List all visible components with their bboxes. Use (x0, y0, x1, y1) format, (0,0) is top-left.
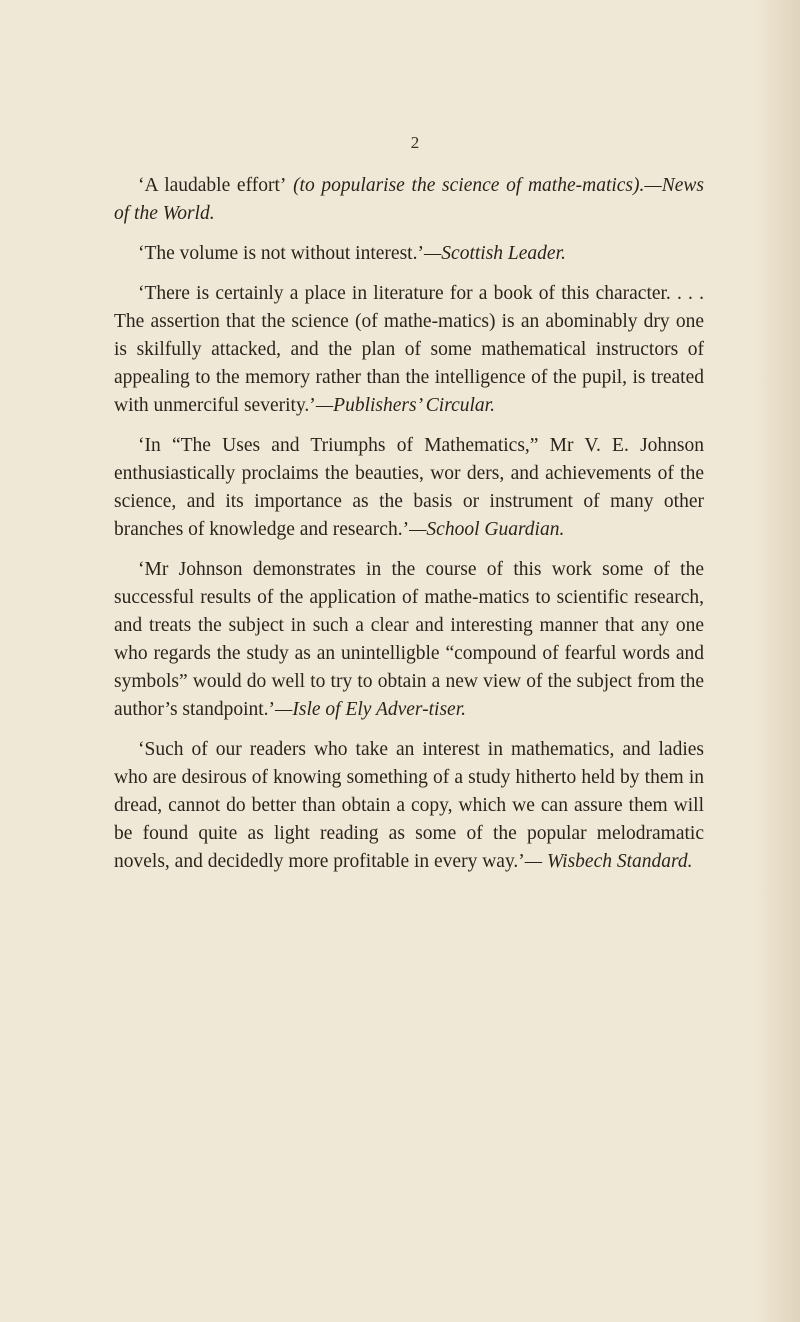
press-notice-wisbech-standard (114, 736, 704, 876)
notice-quote: ‘Such of our readers who take an interest in mathematics, and ladies who are desirous of knowing something of a study hitherto held by them in dread, cannot do better than obtain a copy, which we can assure them will be found quite as light reading as some of the popular melodramatic novels, and decidedly more profitable in every way.’ (114, 739, 704, 872)
notice-source: —Isle of Ely Adver-tiser. (275, 699, 467, 720)
press-notice-school-guardian (114, 432, 704, 544)
notice-note: (to popularise the science of mathe-matics). (286, 175, 645, 196)
press-notice-news-of-the-world (114, 172, 704, 228)
notice-source: — Wisbech Standard. (524, 851, 693, 872)
notice-source: —School Guardian. (409, 519, 565, 540)
notice-source: —Publishers’ Circular. (315, 395, 495, 416)
press-notice-scottish-leader (114, 240, 704, 268)
notice-quote: ‘The volume is not without interest.’ (138, 243, 424, 264)
press-notice-publishers-circular (114, 280, 704, 420)
notice-quote: ‘A laudable effort’ (138, 175, 287, 196)
press-notices (114, 172, 704, 888)
notice-quote: ‘Mr Johnson demonstrates in the course of this work some of the successful results of the application of mathe-matics to scientific research, and treats the subject in such a clear and interesting manner that any one who regards the study as an unintelligble “compound of fearful words and symbols” would do well to try to obtain a new view of the subject from the author’s standpoint.’ (114, 559, 704, 720)
press-notice-isle-of-ely-advertiser (114, 556, 704, 724)
notice-quote: ‘In “The Uses and Triumphs of Mathematics,” Mr V. E. Johnson enthusiastically proclaims the beauties, wor ders, and achievements of the science, and its importance as the basis or instrument of many other branches of knowledge and research.’ (114, 435, 704, 540)
notice-source: —Scottish Leader. (423, 243, 566, 264)
notice-quote: ‘There is certainly a place in literature for a book of this character. . . . The assertion that the science (of mathe-matics) is an abominably dry one is skilfully attacked, and the plan of some mathematical instructors of appealing to the memory rather than the intelligence of the pupil, is treated with unmerciful severity.’ (114, 283, 704, 416)
notice-source: —News of the World. (114, 175, 704, 224)
page-number: 2 (410, 133, 420, 152)
